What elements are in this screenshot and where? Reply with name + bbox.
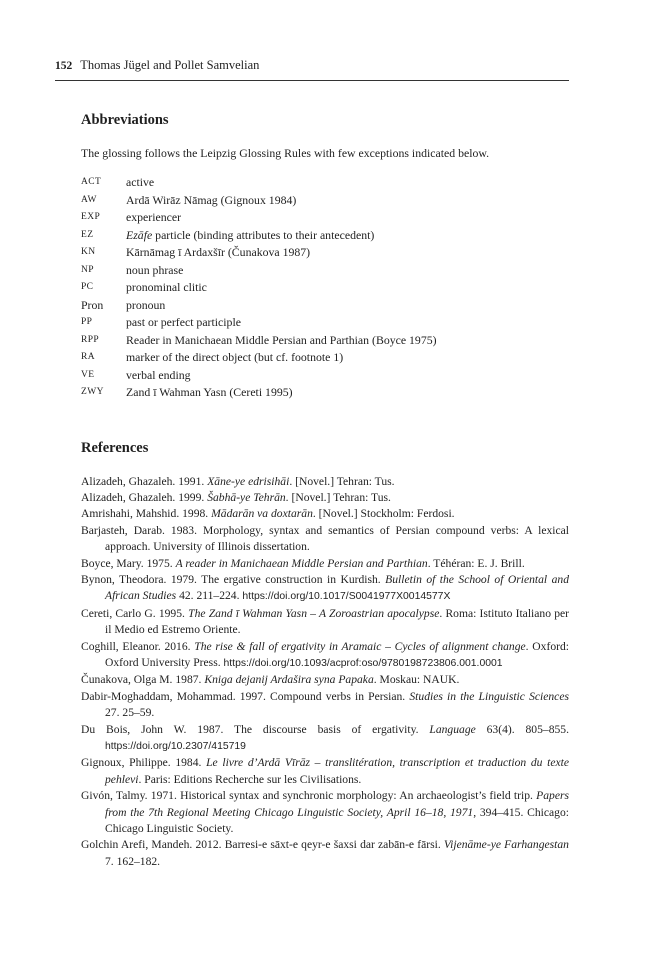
reference-entry <box>81 639 569 673</box>
abbreviation-definition <box>126 349 569 367</box>
text-run: Cereti, Carlo G. 1995. <box>81 606 189 620</box>
text-run: Boyce, Mary. 1975. <box>81 556 176 570</box>
text-run: . Roma: Istituto Italiano per il Medio ed Estremo Oriente. <box>105 606 570 637</box>
abbreviation-row <box>81 332 569 350</box>
reference-entry <box>81 506 569 522</box>
text-run: noun phrase <box>126 262 184 277</box>
doi-link[interactable]: https://doi.org/10.2307/415719 <box>105 741 246 752</box>
abbreviation-row <box>81 244 569 262</box>
abbreviation-row <box>81 209 569 227</box>
text-run: Zand ī Wahman Yasn (Cereti 1995) <box>126 385 293 399</box>
abbreviation-definition <box>126 209 569 227</box>
abbreviation-code: AW <box>81 194 97 205</box>
abbreviation-definition <box>126 384 569 402</box>
text-run: Ardā Wirāz Nāmag (Gignoux 1984) <box>126 192 297 207</box>
italic-title: The Zand ī Wahman Yasn – A Zoroastrian apocalypse <box>188 606 440 620</box>
abbreviations-intro: The glossing follows the Leipzig Glossing Rules with few exceptions indicated below. <box>81 146 490 160</box>
text-run: , 394–415. Chicago: Chicago Linguistic Society. <box>105 805 569 836</box>
italic-title: Studies in the Linguistic Sciences <box>409 689 569 703</box>
abbreviations-list <box>81 174 569 402</box>
abbreviation-code: RPP <box>81 334 100 345</box>
text-run: . [Novel.] Tehran: Tus. <box>289 474 395 488</box>
italic-title: Šabhā-ye Tehrān <box>207 490 286 504</box>
abbreviation-row <box>81 192 569 210</box>
text-run: Amrishahi, Mahshid. 1998. <box>81 507 212 521</box>
abbreviation-code: Pron <box>81 297 104 312</box>
references-list <box>81 474 569 871</box>
abbreviation-row <box>81 174 569 192</box>
text-run: . Moskau: NAUK. <box>373 673 460 687</box>
abbreviation-definition <box>126 332 569 350</box>
text-run: pronominal clitic <box>126 280 207 294</box>
abbreviation-definition <box>126 279 569 297</box>
text-run: Reader in Manichaean Middle Persian and Parthian (Boyce 1975) <box>126 332 437 347</box>
text-run: Alizadeh, Ghazaleh. 1999. <box>81 490 208 504</box>
doi-link[interactable]: https://doi.org/10.1017/S0041977X0014577X <box>242 591 451 603</box>
text-run: . Oxford: Oxford University Press. <box>105 639 569 669</box>
italic-title: Papers from the 7th Regional Meeting Chicago Linguistic Society, April 16–18, 1971 <box>105 789 569 819</box>
abbreviation-row <box>81 349 569 367</box>
text-run: Gignoux, Philippe. 1984. <box>81 756 207 770</box>
abbreviation-definition <box>126 367 569 385</box>
reference-entry <box>81 755 569 788</box>
text-run: Golchin Arefi, Mandeh. 2012. Barresi-e sāxt-e qeyr-e šaxsi dar zabān-e fārsi. <box>81 838 444 852</box>
abbreviation-code: ZWY <box>81 387 104 397</box>
text-run: 27. 25–59. <box>105 706 155 720</box>
doi-link[interactable]: https://doi.org/10.1093/acprof:oso/9780198723806.001.0001 <box>223 657 503 669</box>
text-run: Bynon, Theodora. 1979. The ergative construction in Kurdish. <box>81 572 386 586</box>
abbreviation-code: PP <box>81 317 93 327</box>
reference-entry <box>81 837 569 870</box>
text-run: 63(4). 805–855. <box>475 722 569 736</box>
italic-title: A reader in Manichaean Middle Persian and Parthian <box>175 556 428 570</box>
abbreviation-definition <box>126 314 569 332</box>
page-number: 152 <box>55 60 73 72</box>
abbreviations-heading: Abbreviations <box>81 112 169 128</box>
italic-title: Le livre d’Ardā Vīrāz – translitération, transcription et traduction du texte pehlevi <box>105 756 569 786</box>
abbreviation-code: VE <box>81 369 95 380</box>
text-run: . [Novel.] Tehran: Tus. <box>285 490 391 504</box>
running-head <box>55 58 569 81</box>
italic-title: Ezāfe <box>126 227 153 242</box>
abbreviation-code: EZ <box>81 229 94 240</box>
abbreviation-definition <box>126 174 569 192</box>
abbreviation-code: KN <box>81 247 96 257</box>
text-run: past or perfect participle <box>126 315 241 329</box>
abbreviation-code: NP <box>81 264 94 275</box>
text-run: Du Bois, John W. 1987. The discourse basis of ergativity. <box>81 722 430 736</box>
abbreviation-definition <box>126 297 569 315</box>
text-run: marker of the direct object (but cf. footnote 1) <box>126 350 344 364</box>
text-run: Alizadeh, Ghazaleh. 1991. <box>81 474 208 488</box>
text-run: verbal ending <box>126 367 191 382</box>
text-run: particle (binding attributes to their antecedent) <box>152 227 375 242</box>
italic-title: Kniga dejanij Ardašira syna Papaka <box>204 673 374 687</box>
reference-entry <box>81 556 569 572</box>
abbreviation-code: PC <box>81 282 94 292</box>
abbreviation-row <box>81 262 569 280</box>
abbreviation-row <box>81 227 569 245</box>
main-content <box>81 112 569 870</box>
running-head-authors: Thomas Jügel and Pollet Samvelian <box>80 58 260 72</box>
abbreviation-code: RA <box>81 352 95 362</box>
abbreviation-code: ACT <box>81 177 102 187</box>
text-run: active <box>126 175 155 189</box>
abbreviation-row <box>81 297 569 315</box>
abbreviation-row <box>81 384 569 402</box>
text-run: . Téhéran: E. J. Brill. <box>427 556 525 570</box>
abbreviation-row <box>81 279 569 297</box>
reference-entry <box>81 523 569 556</box>
italic-title: Mādarān va doxtarān <box>211 507 313 521</box>
reference-entry <box>81 689 569 722</box>
reference-entry <box>81 722 569 756</box>
italic-title: Language <box>429 722 476 736</box>
reference-entry <box>81 572 569 606</box>
text-run: pronoun <box>126 297 166 312</box>
text-run: 42. 211–224. <box>176 589 243 603</box>
text-run: Coghill, Eleanor. 2016. <box>81 639 195 653</box>
text-run: Barjasteh, Darab. 1983. Morphology, syntax and semantics of Persian compound verbs: A lexical approach. University of Illinois dissertation. <box>81 523 569 554</box>
abbreviation-row <box>81 314 569 332</box>
italic-title: Xāne-ye edrisihāi <box>207 474 290 488</box>
text-run: . [Novel.] Stockholm: Ferdosi. <box>312 507 455 521</box>
text-run: Kārnāmag ī Ardaxšīr (Čunakova 1987) <box>126 245 311 259</box>
abbreviation-definition <box>126 227 569 245</box>
abbreviation-code: EXP <box>81 212 101 222</box>
reference-entry <box>81 606 569 639</box>
reference-entry <box>81 474 569 490</box>
reference-entry <box>81 788 569 837</box>
reference-entry <box>81 490 569 506</box>
abbreviation-row <box>81 367 569 385</box>
text-run: experiencer <box>126 210 182 224</box>
references-heading: References <box>81 439 149 456</box>
text-run: Givón, Talmy. 1971. Historical syntax and synchronic morphology: An archaeologist’s field trip. <box>81 789 537 803</box>
text-run: . Paris: Editions Recherche sur les Civilisations. <box>138 772 362 786</box>
reference-entry <box>81 672 569 688</box>
abbreviation-definition <box>126 244 569 262</box>
italic-title: Vijenāme-ye Farhangestan <box>443 838 569 852</box>
text-run: 7. 162–182. <box>105 854 161 868</box>
text-run: Čunakova, Olga M. 1987. <box>81 673 205 687</box>
italic-title: Bulletin of the School of Oriental and African Studies <box>105 572 570 603</box>
text-run: Dabir-Moghaddam, Mohammad. 1997. Compound verbs in Persian. <box>81 689 410 703</box>
abbreviation-definition <box>126 262 569 280</box>
italic-title: The rise & fall of ergativity in Aramaic – Cycles of alignment change <box>194 639 526 653</box>
abbreviation-definition <box>126 192 569 210</box>
